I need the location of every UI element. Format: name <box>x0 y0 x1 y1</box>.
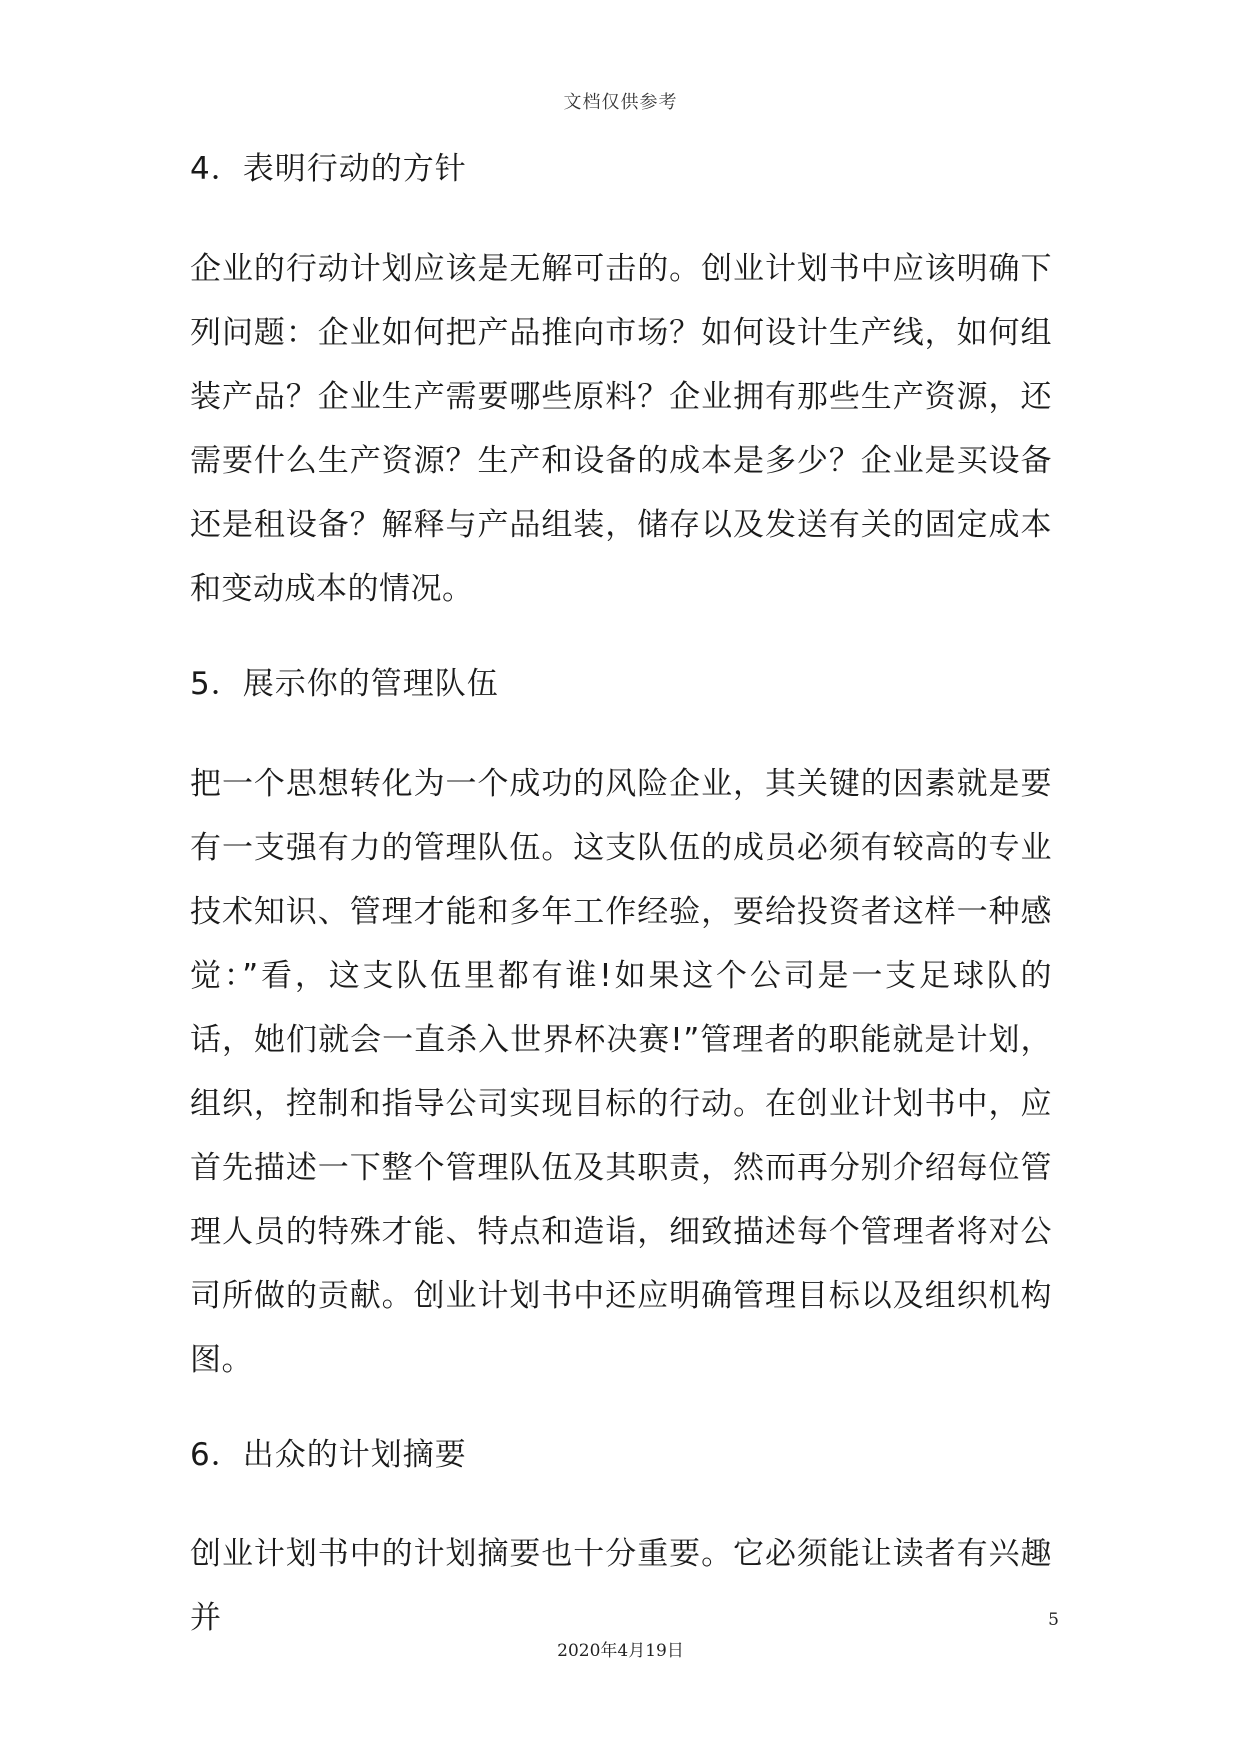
section-paragraph: 企业的行动计划应该是无解可击的。创业计划书中应该明确下列问题：企业如何把产品推向市场？如何设计生产线，如何组装产品？企业生产需要哪些原料？企业拥有那些生产资源，还需要什么生产资源？生产和设备的成本是多少？企业是买设备还是租设备？解释与产品组装，储存以及发送有关的固定成本和变动成本的情况。 <box>190 250 1052 607</box>
section-heading: 5．展示你的管理队伍 <box>190 665 499 702</box>
footer-date: 2020年4月19日 <box>557 1641 684 1661</box>
page-header: 文档仅供参考 <box>563 92 678 113</box>
section-paragraph: 创业计划书中的计划摘要也十分重要。它必须能让读者有兴趣并 <box>190 1536 1052 1637</box>
document-body <box>190 150 1052 1650</box>
section-heading: 4．表明行动的方针 <box>190 151 467 187</box>
section-heading: 6．出众的计划摘要 <box>190 1436 467 1473</box>
page-number: 5 <box>1048 1610 1059 1630</box>
section-paragraph: 把一个思想转化为一个成功的风险企业，其关键的因素就是要有一支强有力的管理队伍。这支队伍的成员必须有较高的专业技术知识、管理才能和多年工作经验，要给投资者这样一种感觉：”看，这支队伍里都有谁!如果这个公司是一支足球队的话，她们就会一直杀入世界杯决赛!”管理者的职能就是计划，组织，控制和指导公司实现目标的行动。在创业计划书中，应首先描述一下整个管理队伍及其职责，然而再分别介绍每位管理人员的特殊才能、特点和造诣，细致描述每个管理者将对公司所做的贡献。创业计划书中还应明确管理目标以及组织机构图。 <box>190 765 1052 1378</box>
